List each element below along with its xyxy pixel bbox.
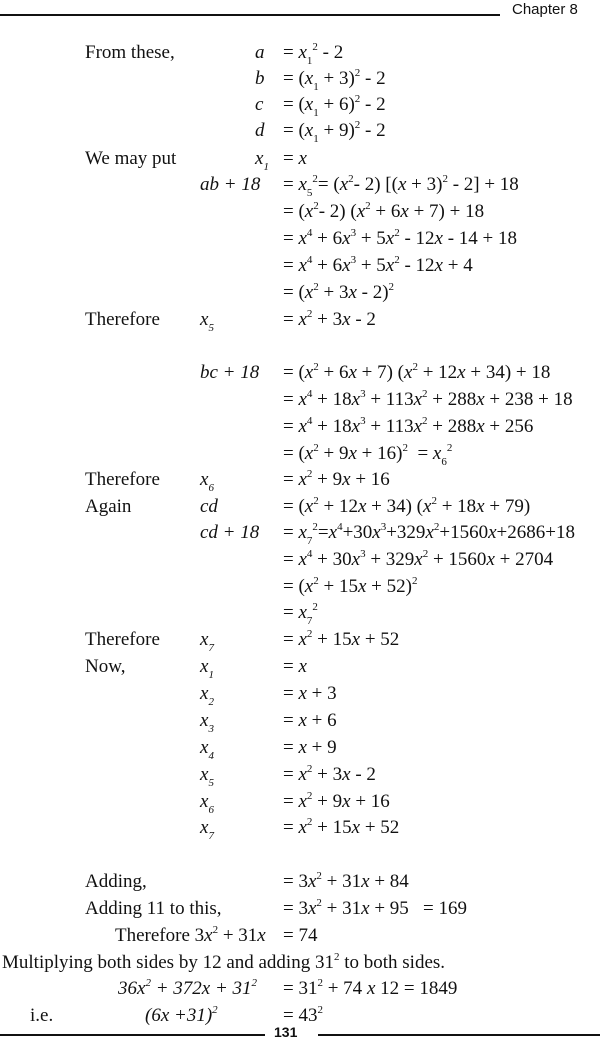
line-lead-text: Adding, <box>85 871 147 892</box>
chapter-title: Chapter 8 <box>512 1 578 18</box>
equation-value: = $(x_1 + 9)^2 - 2$ <box>283 118 386 145</box>
equation-value: = $x^4 + 18x^3 + 113x^2 + 288x + 256$ <box>283 414 534 437</box>
equation-value: = $43^2$ <box>283 1003 323 1026</box>
equation-value: = $x^2 + 3x - 2$ <box>283 762 376 785</box>
equation-value: = $x^2 + 9x + 16$ <box>283 467 390 490</box>
equation-value: = $(x^2 + 15x + 52)^2$ <box>283 574 418 597</box>
equation-line <box>0 40 600 66</box>
equation-value: = x <box>283 656 307 677</box>
equation-line <box>0 869 600 895</box>
equation-value: = $x^4 + 6x^3 + 5x^2 - 12x + 4$ <box>283 253 473 276</box>
expression-label: cd + 18 <box>200 522 260 543</box>
equation-value: = $3x^2 + 31x + 95 = 169$ <box>283 896 467 919</box>
equation-line <box>0 574 600 600</box>
equation-value: = $x^4 + 6x^3 + 5x^2 - 12x - 14 + 18$ <box>283 226 518 249</box>
equation-value: = $x^2 + 9x + 16$ <box>283 789 390 812</box>
page-number: 131 <box>274 1024 298 1040</box>
equation-line <box>0 467 600 493</box>
equation-value: = x + 3 <box>283 683 337 704</box>
symbol-label: b <box>255 68 265 89</box>
symbol-label: $x_7$ <box>200 629 214 654</box>
equation-line <box>0 654 600 680</box>
expression-label: ab + 18 <box>200 174 261 195</box>
equation-line <box>0 708 600 734</box>
equation-value: = $(x^2 + 6x + 7) (x^2 + 12x + 34) + 18$ <box>283 360 551 383</box>
ie-label: i.e. <box>30 1005 54 1026</box>
equation-value: = $x_7^2$ <box>283 600 318 627</box>
equation-value: = $x^4 + 18x^3 + 113x^2 + 288x + 238 + 18$ <box>283 387 573 410</box>
equation-line <box>0 815 600 841</box>
symbol-label: a <box>255 42 265 63</box>
page-footer <box>0 1022 600 1046</box>
equation-value: = $(x^2 + 9x + 16)^2 = x_6^2$ <box>283 441 453 468</box>
equation-line <box>0 199 600 225</box>
equation-line <box>0 520 600 546</box>
equation-line <box>0 789 600 815</box>
line-lead-text: Adding 11 to this, <box>85 898 222 919</box>
equation-line <box>0 735 600 761</box>
line-lead-text: Therefore <box>85 629 160 650</box>
equation-value: = $x^2 + 3x - 2$ <box>283 307 376 330</box>
equation-line <box>0 923 600 949</box>
equation-value: = ($x^2-$ 2) $(x^2 + 6x + 7) + 18$ <box>283 199 485 222</box>
page-header <box>0 0 600 24</box>
symbol-label: d <box>255 120 265 141</box>
expression-label: bc + 18 <box>200 362 260 383</box>
line-lead-text: Therefore $3x^2 + 31x$ <box>115 923 266 946</box>
equation-value: = $3x^2 + 31x + 84$ <box>283 869 409 892</box>
equation-line <box>0 118 600 144</box>
line-lead-text: Now, <box>85 656 126 677</box>
equation-value: = $(x^2 + 3x - 2)^2$ <box>283 280 395 303</box>
equation-line <box>0 253 600 279</box>
line-lead-text: Again <box>85 496 132 517</box>
equation-value: = $x^2 + 15x + 52$ <box>283 815 400 838</box>
equation-line <box>0 414 600 440</box>
equation-line <box>0 307 600 333</box>
symbol-label: $x_1$ <box>255 148 269 173</box>
equation-line <box>0 92 600 118</box>
symbol-label: $x_4$ <box>200 737 214 762</box>
equation-value: = $(x_1 + 3)^2 - 2$ <box>283 66 386 93</box>
line-lead-text: Therefore <box>85 309 160 330</box>
equation-line <box>0 66 600 92</box>
equation-line <box>0 387 600 413</box>
expression-label: $(6x +31)^2$ <box>145 1003 218 1026</box>
equation-line <box>0 896 600 922</box>
equation-line <box>0 681 600 707</box>
expression-label: $36x^2 + 372x + 31^2$ <box>118 976 258 999</box>
equation-value: = $x^4 + 30x^3 + 329x^2 + 1560x + 2704$ <box>283 547 554 570</box>
equation-value: = $x^2 + 15x + 52$ <box>283 627 400 650</box>
header-rule <box>0 14 500 16</box>
symbol-label: $x_5$ <box>200 764 214 789</box>
equation-line <box>0 172 600 198</box>
equation-line <box>0 762 600 788</box>
equation-value: = $x_1^2 - 2$ <box>283 40 344 67</box>
line-lead-text: Therefore <box>85 469 160 490</box>
equation-value: = x + 6 <box>283 710 337 731</box>
equation-line <box>0 226 600 252</box>
equation-value: = x <box>283 148 307 169</box>
equation-line <box>0 146 600 172</box>
symbol-label: $x_6$ <box>200 469 214 494</box>
equation-line <box>0 627 600 653</box>
symbol-label: $x_5$ <box>200 309 214 334</box>
equation-line <box>0 441 600 467</box>
symbol-label: $x_2$ <box>200 683 214 708</box>
equation-line <box>0 494 600 520</box>
symbol-label: $x_1$ <box>200 656 214 681</box>
equation-line <box>0 280 600 306</box>
equation-line <box>0 360 600 386</box>
equation-value: = x + 9 <box>283 737 337 758</box>
symbol-label: cd <box>200 496 218 517</box>
statement-text: Multiplying both sides by 12 and adding $31^2$ to both sides. <box>2 950 446 973</box>
symbol-label: $x_6$ <box>200 791 214 816</box>
equation-line <box>0 547 600 573</box>
line-lead-text: From these, <box>85 42 175 63</box>
equation-value: = $31^2 + 74$ x 12 = 1849 <box>283 976 458 999</box>
symbol-label: $x_3$ <box>200 710 214 735</box>
footer-rule-left <box>0 1034 265 1036</box>
equation-line <box>0 950 600 976</box>
footer-rule-right <box>318 1034 600 1036</box>
equation-value: = $(x_1 + 6)^2 - 2$ <box>283 92 386 119</box>
equation-line <box>0 976 600 1002</box>
equation-value: = $x_5^2= (x^2-$ 2) $[(x + 3)^2 - 2] + 18$ <box>283 172 519 199</box>
line-lead-text: We may put <box>85 148 177 169</box>
symbol-label: c <box>255 94 264 115</box>
equation-value: = $(x^2 + 12x + 34) (x^2 + 18x + 79)$ <box>283 494 531 517</box>
symbol-label: $x_7$ <box>200 817 214 842</box>
equation-value: = $x_7^2=x^4+30x^3+329x^2+1560x+2686+18$ <box>283 520 575 547</box>
equation-line <box>0 600 600 626</box>
equation-value: = 74 <box>283 925 318 946</box>
